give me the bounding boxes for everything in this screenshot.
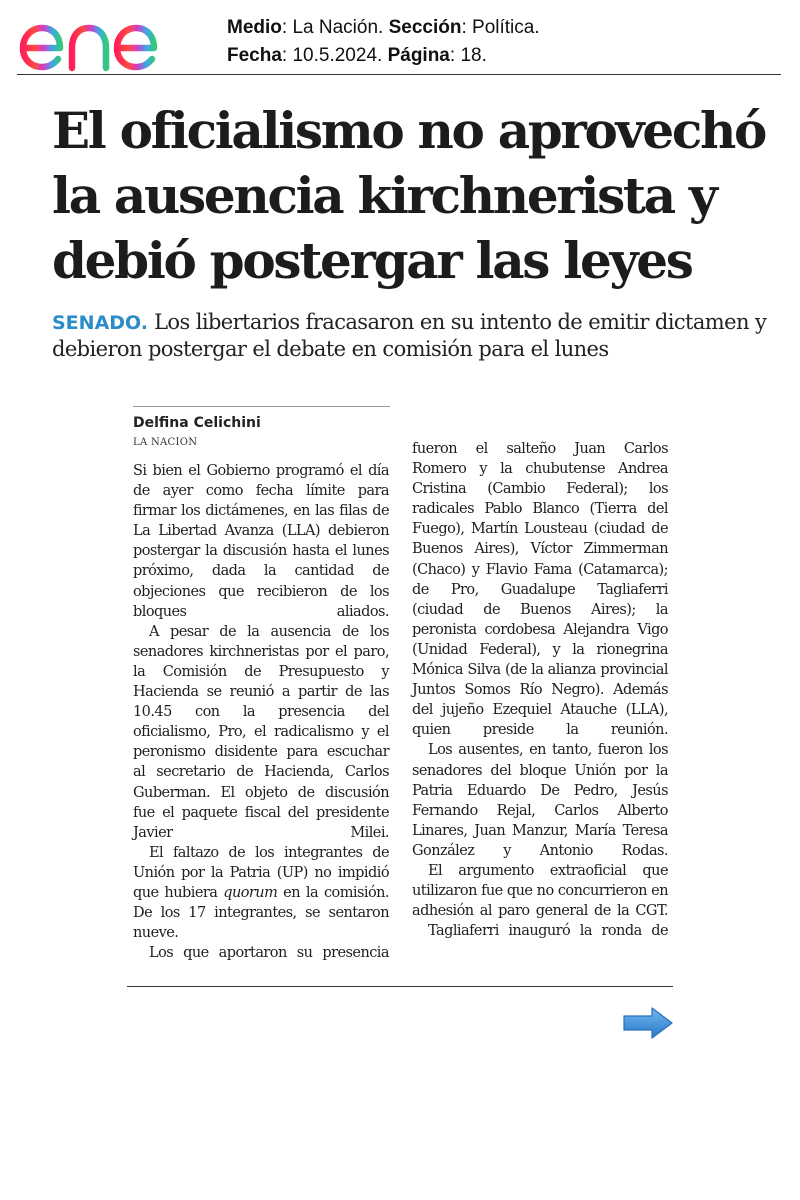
- paragraph: Los que aportaron su presencia: [149, 945, 389, 962]
- byline-divider: [133, 406, 390, 407]
- clipping-meta: [227, 14, 540, 70]
- paragraph: El argumento extraoficial que utilizaron fue que no concurrieron en adhesión al paro general de la CGT.: [412, 862, 668, 920]
- fecha-label: Fecha: [227, 45, 282, 66]
- pagina-value: 18.: [460, 45, 487, 66]
- deck: [52, 309, 782, 362]
- article-column-left: [133, 461, 389, 963]
- medio-label: Medio: [227, 17, 282, 38]
- italic-term: quorum: [223, 884, 278, 901]
- header-divider: [17, 74, 781, 75]
- section-kicker: SENADO.: [52, 312, 148, 334]
- author-name: Delfina Celichini: [133, 415, 261, 431]
- meta-line-2: Fecha: 10.5.2024. Página: 18.: [227, 45, 487, 66]
- fecha-value: 10.5.2024.: [292, 45, 383, 66]
- paragraph-text: en la comisión. De los 17 integrantes, se sentaron nueve.: [133, 884, 389, 942]
- paragraph: Si bien el Gobierno programó el día de ayer como fecha límite para firmar los dictámenes, en las filas de La Libertad Avanza (LLA) debieron postergar la discusión hasta el lunes próximo, dada la cantidad de objeciones que recibieron de los bloques aliados.: [133, 463, 389, 620]
- headline-line: El oficialismo no aprovechó: [52, 101, 766, 160]
- article-column-right: [412, 439, 668, 941]
- arrow-right-icon[interactable]: [622, 1006, 674, 1040]
- paragraph: fueron el salteño Juan Carlos Romero y la chubutense Andrea Cristina (Cambio Federal); los radicales Pablo Blanco (Tierra del Fuego), Martín Lousteau (ciudad de Buenos Aires), Víctor Zimmerman (Chaco) y Flavio Fama (Catamarca); de Pro, Guadalupe Tagliaferri (ciudad de Buenos Aires); la peronista cordobesa Alejandra Vigo (Unidad Federal), y la rionegrina Mónica Silva (de la alianza provincial Juntos Somos Río Negro). Además del jujeño Ezequiel Atauche (LLA), quien preside la reunión.: [412, 441, 668, 739]
- headline: [52, 98, 792, 293]
- headline-line: debió postergar las leyes: [52, 231, 692, 290]
- paragraph: [133, 843, 389, 943]
- medio-value: La Nación.: [292, 17, 384, 38]
- author-source: LA NACION: [133, 437, 198, 448]
- paragraph: Tagliaferri inauguró la ronda de: [428, 923, 668, 940]
- headline-line: la ausencia kirchnerista y: [52, 166, 716, 225]
- meta-line-1: Medio: La Nación. Sección: Política.: [227, 17, 540, 38]
- paragraph: Los ausentes, en tanto, fueron los senadores del bloque Unión por la Patria Eduardo De Pedro, Jesús Fernando Rejal, Carlos Alberto Linares, Juan Manzur, María Teresa González y Antonio Rodas.: [412, 742, 668, 859]
- article-bottom-divider: [127, 986, 673, 987]
- enel-logo: [16, 4, 192, 76]
- paragraph: A pesar de la ausencia de los senadores kirchneristas por el paro, la Comisión de Presupuesto y Hacienda se reunió a partir de las 10.45 con la presencia del oficialismo, Pro, el radicalismo y el peronismo disidente para escuchar al secretario de Hacienda, Carlos Guberman. El objeto de discusión fue el paquete fiscal del presidente Javier Milei.: [133, 623, 389, 841]
- seccion-label: Sección: [388, 17, 462, 38]
- pagina-label: Página: [387, 45, 450, 66]
- seccion-value: Política.: [472, 17, 540, 38]
- paragraph-text: El faltazo de los integrantes de Unión por la Patria (UP) no impidió que hubiera: [133, 844, 389, 901]
- deck-text: Los libertarios fracasaron en su intento de emitir dictamen y debieron postergar el debate en comisión para el lunes: [52, 310, 767, 361]
